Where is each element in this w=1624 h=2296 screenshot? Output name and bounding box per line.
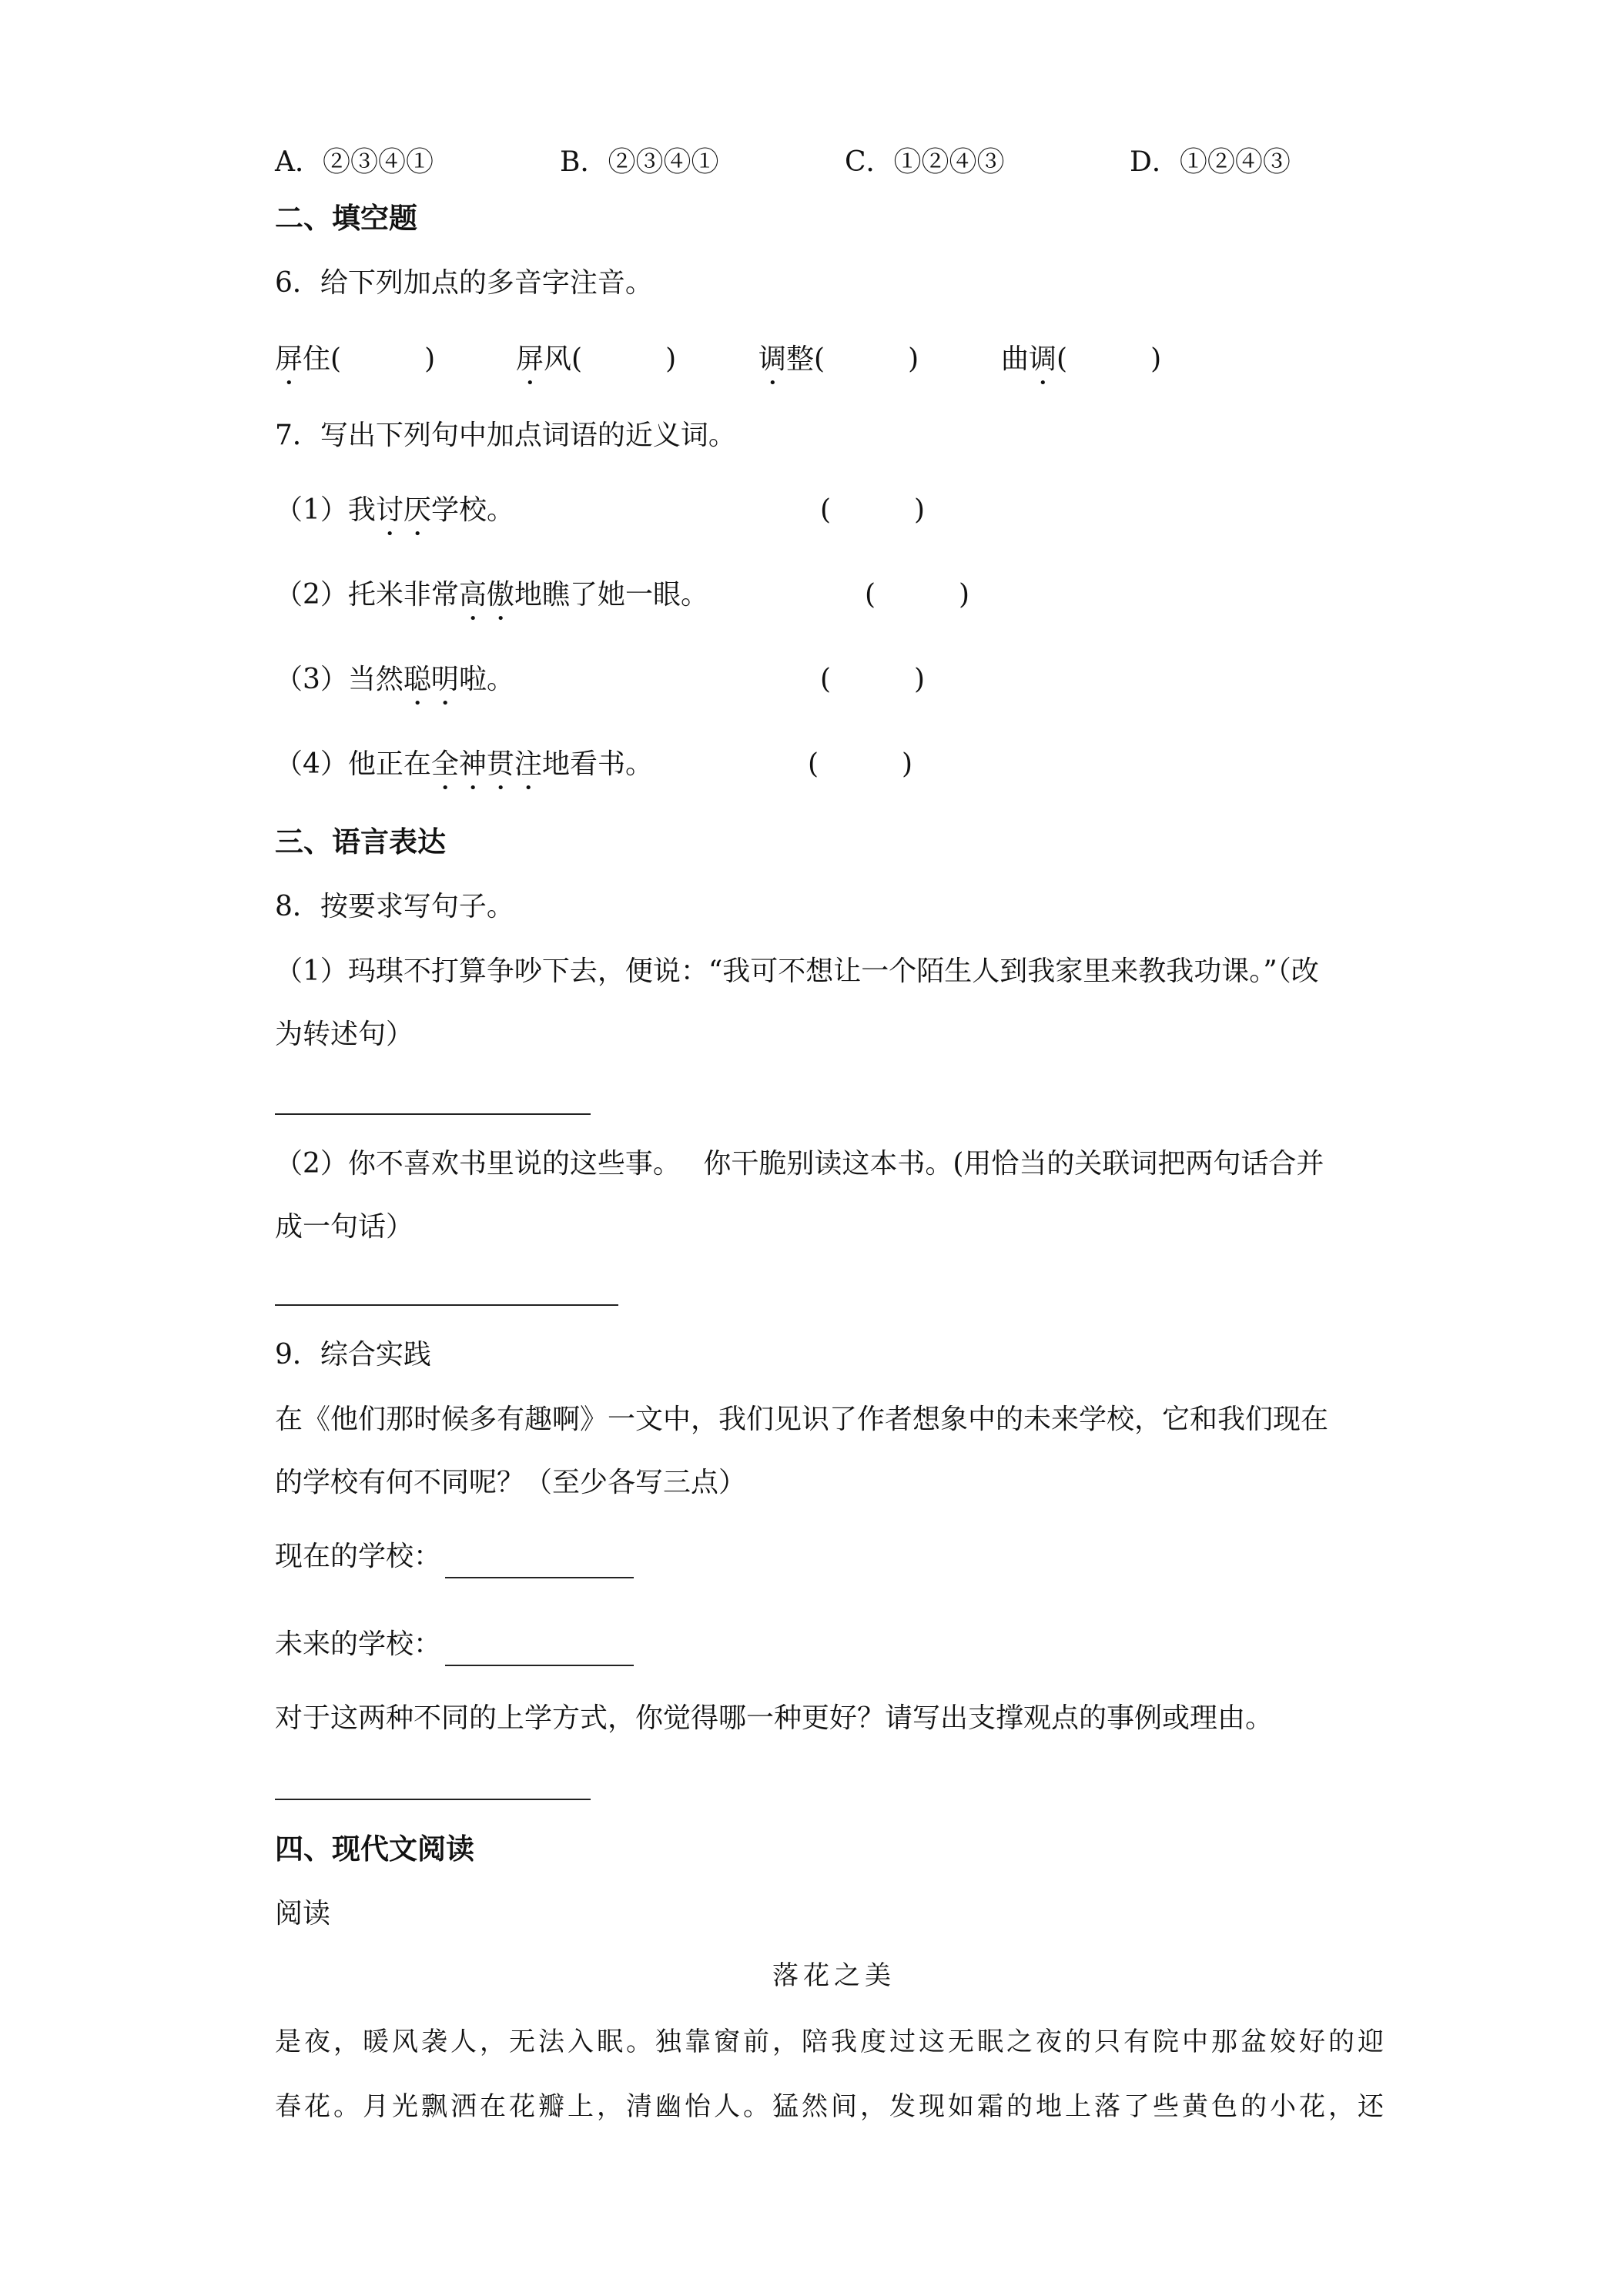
answer-line[interactable] [275,1113,591,1115]
dotted-char: 调 [758,343,787,375]
dotted-char: 屏 [516,343,544,375]
sentence-text: 学校。 [430,494,514,526]
option-letter: A． [275,146,323,178]
option-letter: B． [560,146,608,178]
sentence-text: 托米非常 [347,579,459,611]
question-prompt: 9．综合实践 [275,1339,431,1371]
section-heading: 四、现代文阅读 [275,1832,474,1866]
answer-blank: ( ) [1056,343,1162,375]
field-label-future: 未来的学校： [275,1628,442,1660]
plain-char: 曲 [1001,343,1030,375]
answer-line[interactable] [445,1577,634,1578]
synonym-item [275,488,514,542]
sentence-text: 地瞧了她一眼。 [514,579,708,611]
item-number: （3） [275,664,348,695]
answer-blank: ( ) [814,343,919,375]
question-prompt: 8．按要求写句子。 [275,891,514,922]
question-text: 的学校有何不同呢？（至少各写三点） [275,1467,747,1498]
question-text: （2）你不喜欢书里说的这些事。 你干脆别读这本书。(用恰当的关联词把两句话合并 [275,1148,1324,1180]
question-text: 为转述句） [275,1019,414,1050]
plain-char: 风 [544,343,572,375]
pinyin-item [1001,337,1161,391]
synonym-item [275,658,514,711]
option-b [560,140,718,179]
sentence-text: 我 [347,494,376,526]
answer-blank: ( ) [865,579,970,611]
answer-blank: ( ) [820,494,926,526]
option-letter: C． [845,146,894,178]
sentence-text: 啦。 [458,664,514,695]
sentence-text: 他正在 [347,748,431,780]
answer-blank: ( ) [820,664,926,695]
item-number: （1） [275,494,348,526]
option-letter: D． [1130,146,1180,178]
dotted-char: 屏 [275,343,303,375]
plain-char: 住 [303,343,331,375]
question-text: 在《他们那时候多有趣啊》一文中，我们见识了作者想象中的未来学校，它和我们现在 [275,1404,1329,1435]
question-text: （1）玛琪不打算争吵下去，便说：“我可不想让一个陌生人到我家里来教我功课。”（改 [275,956,1319,987]
question-text: 对于这两种不同的上学方式，你觉得哪一种更好？请写出支撑观点的事例或理由。 [275,1702,1274,1734]
option-d [1130,140,1291,179]
pinyin-item [516,337,676,391]
article-title: 落花之美 [772,1960,896,1991]
option-c [845,140,1005,179]
dotted-word: 全神贯注 [430,748,542,780]
answer-line[interactable] [275,1304,618,1306]
item-number: （2） [275,579,348,611]
answer-blank: ( ) [808,748,913,780]
dotted-word: 讨厌 [375,494,431,526]
field-label-now: 现在的学校： [275,1541,442,1572]
dotted-word: 聪明 [403,664,459,695]
article-text: 春花。月光飘洒在花瓣上，清幽怡人。猛然间，发现如霜的地上落了些黄色的小花，还 [275,2091,1387,2122]
option-a [275,140,434,179]
item-number: （4） [275,748,348,780]
section-heading: 三、语言表达 [275,825,446,858]
question-prompt: 6．给下列加点的多音字注音。 [275,267,653,299]
option-value: ①②④③ [893,146,1005,178]
section-heading: 二、填空题 [275,202,417,235]
question-prompt: 7．写出下列句中加点词语的近义词。 [275,420,736,451]
sentence-text: 地看书。 [541,748,653,780]
option-value: ①②④③ [1179,146,1291,178]
option-value: ②③④① [608,146,719,178]
sentence-text: 当然 [347,664,403,695]
answer-line[interactable] [445,1665,634,1666]
plain-char: 整 [786,343,815,375]
synonym-item [275,742,653,796]
answer-blank: ( ) [571,343,677,375]
article-text: 是夜，暖风袭人，无法入眠。独靠窗前，陪我度过这无眠之夜的只有院中那盆姣好的迎 [275,2027,1387,2057]
answer-line[interactable] [275,1799,591,1800]
synonym-item [275,573,708,627]
question-text: 成一句话） [275,1211,414,1243]
option-value: ②③④① [323,146,434,178]
pinyin-item [758,337,919,391]
dotted-word: 高傲 [458,579,514,611]
dotted-char: 调 [1029,343,1057,375]
pinyin-item [275,337,435,391]
reading-label: 阅读 [275,1898,331,1930]
answer-blank: ( ) [330,343,436,375]
